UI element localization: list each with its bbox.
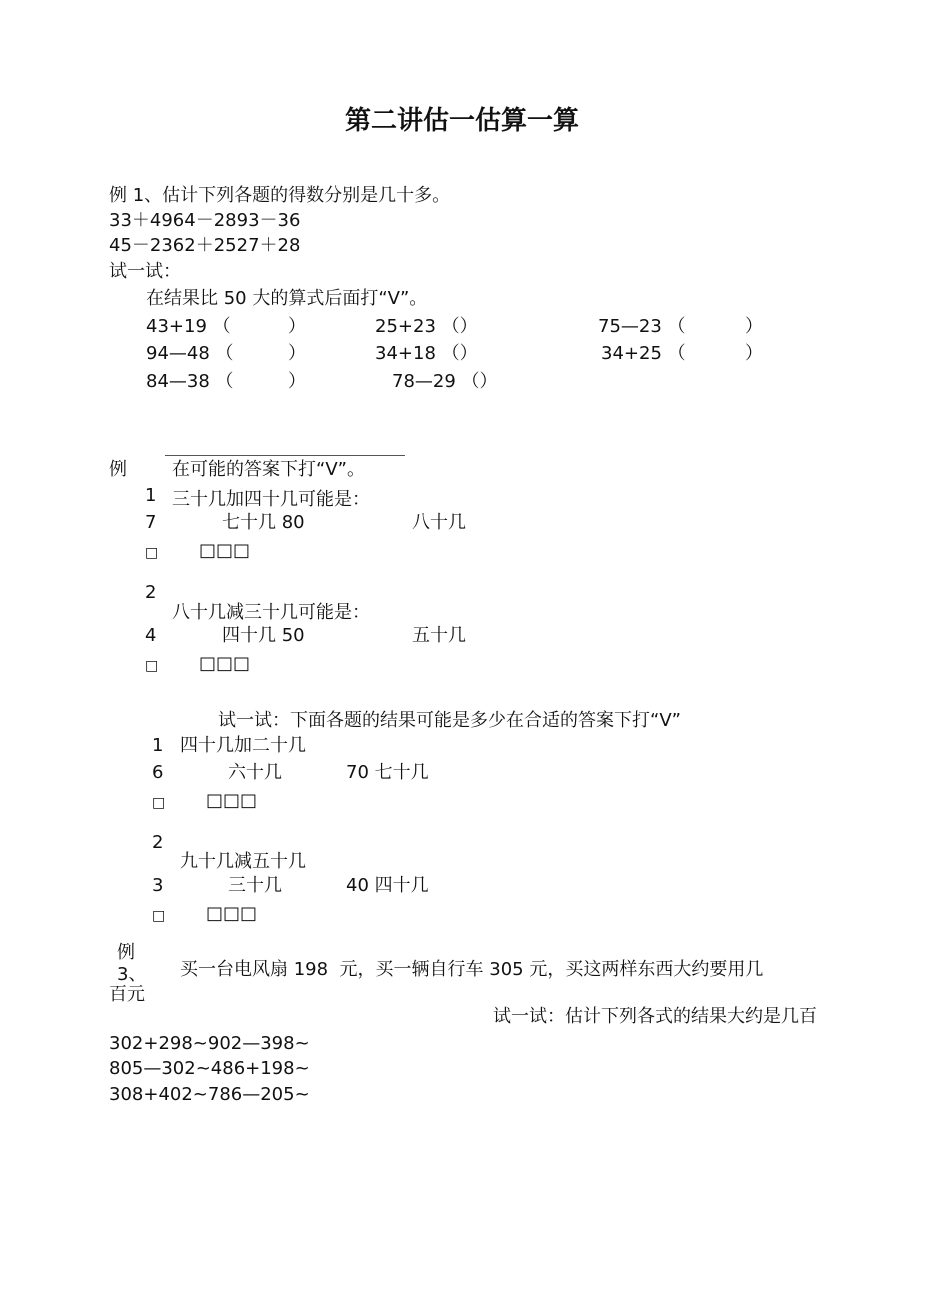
expr-2-1: 78—29 （） <box>392 371 498 392</box>
example2-q1-small-checkbox[interactable]: □ <box>145 545 159 561</box>
expr-1-0: 94—48 （ <box>146 343 234 364</box>
expr-2-0: 84—38 （ <box>146 371 234 392</box>
example3-problem-continued: 百元 <box>109 984 145 1005</box>
example2-q2-number: 2 <box>145 582 157 603</box>
expr-0-0: 43+19 （ <box>146 316 231 337</box>
example3-line-2: 805—302~486+198~ <box>109 1058 310 1079</box>
example2-q2-checkboxes[interactable]: □□□ <box>199 653 251 674</box>
expr-2-0-close: ） <box>288 371 306 392</box>
try2-heading: 试一试：下面各题的结果可能是多少在合适的答案下打“V” <box>218 710 681 731</box>
example2-q2-number-b: 4 <box>145 625 157 646</box>
try2-q1-checkboxes[interactable]: □□□ <box>206 790 258 811</box>
example2-label: 例 <box>109 459 127 480</box>
example3-problem: 买一台电风扇 198 元，买一辆自行车 305 元，买这两样东西大约要用几 <box>180 959 764 980</box>
example2-q1-checkboxes[interactable]: □□□ <box>199 540 251 561</box>
try-label: 试一试： <box>109 261 181 282</box>
example2-q2-prompt: 八十几减三十几可能是： <box>172 602 370 623</box>
try2-q1-number: 1 <box>152 735 164 756</box>
try2-q1-option-2: 70 七十几 <box>346 762 429 783</box>
expr-0-0-close: ） <box>288 316 306 337</box>
try2-q2-small-checkbox[interactable]: □ <box>152 908 166 924</box>
divider-rule <box>165 455 405 456</box>
expr-1-2: 34+25 （ <box>601 343 686 364</box>
try2-q2-option-1: 三十几 <box>228 875 282 896</box>
example2-q1-option-2: 八十几 <box>412 512 466 533</box>
try2-q2-prompt: 九十几减五十几 <box>180 851 306 872</box>
example2-q2-option-1: 四十几 50 <box>222 625 305 646</box>
example2-q1-option-1: 七十几 80 <box>222 512 305 533</box>
expr-1-0-close: ） <box>288 343 306 364</box>
example2-q2-option-2: 五十几 <box>412 625 466 646</box>
try2-q1-prompt: 四十几加二十几 <box>180 735 306 756</box>
example3-line-1: 302+298~902—398~ <box>109 1033 310 1054</box>
example2-q1-prompt: 三十几加四十几可能是： <box>172 489 370 510</box>
example3-label: 例 <box>117 942 135 963</box>
expr-1-2-close: ） <box>745 343 763 364</box>
try2-q2-checkboxes[interactable]: □□□ <box>206 903 258 924</box>
example1-heading: 例 1、估计下列各题的得数分别是几十多。 <box>109 185 451 206</box>
example2-instruction: 在可能的答案下打“V”。 <box>172 459 365 480</box>
expr-0-1: 25+23 （） <box>375 316 478 337</box>
try2-q1-number-b: 6 <box>152 762 164 783</box>
try-instruction: 在结果比 50 大的算式后面打“V”。 <box>146 288 428 309</box>
example3-label-number: 3、 <box>117 964 147 985</box>
try2-q2-number: 2 <box>152 832 164 853</box>
example1-expression-1: 33＋4964－2893－36 <box>109 210 301 231</box>
try2-q2-number-b: 3 <box>152 875 164 896</box>
try2-q1-option-1: 六十几 <box>228 762 282 783</box>
example3-try-heading: 试一试：估计下列各式的结果大约是几百 <box>493 1006 817 1027</box>
expr-0-2-close: ） <box>745 316 763 337</box>
try2-q2-option-2: 40 四十几 <box>346 875 429 896</box>
expr-0-2: 75—23 （ <box>598 316 686 337</box>
try2-q1-small-checkbox[interactable]: □ <box>152 795 166 811</box>
expr-1-1: 34+18 （） <box>375 343 478 364</box>
example1-expression-2: 45－2362＋2527＋28 <box>109 235 301 256</box>
example2-q2-small-checkbox[interactable]: □ <box>145 658 159 674</box>
example2-q1-number-b: 7 <box>145 512 157 533</box>
example2-q1-number: 1 <box>145 485 157 506</box>
example3-line-3: 308+402~786—205~ <box>109 1084 310 1105</box>
page-title: 第二讲估一估算一算 <box>345 106 580 136</box>
